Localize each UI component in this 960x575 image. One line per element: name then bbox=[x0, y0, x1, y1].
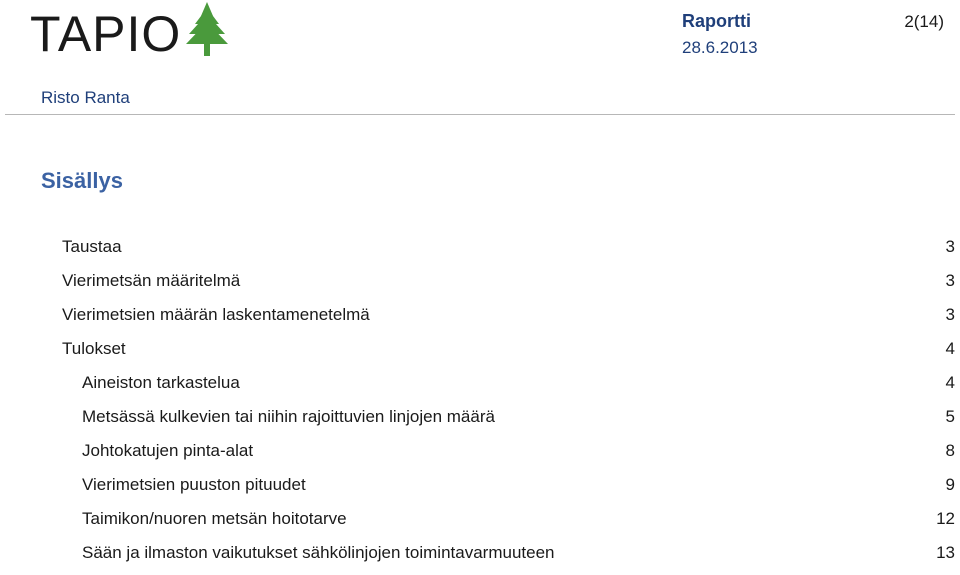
toc-entry-title[interactable]: Tulokset bbox=[62, 339, 126, 358]
toc-entry[interactable] bbox=[0, 235, 960, 269]
toc-entry-title[interactable]: Metsässä kulkevien tai niihin rajoittuvien linjojen määrä bbox=[82, 407, 495, 426]
toc-entry-page[interactable]: 3 bbox=[945, 305, 955, 324]
report-date: 28.6.2013 bbox=[682, 38, 758, 57]
toc-entry[interactable] bbox=[0, 541, 960, 575]
logo-text: TAPIO bbox=[30, 6, 182, 62]
author-name: Risto Ranta bbox=[41, 88, 130, 107]
toc-entry-title[interactable]: Vierimetsien määrän laskentamenetelmä bbox=[62, 305, 370, 324]
toc-entry-page[interactable]: 4 bbox=[945, 339, 955, 358]
toc-entry[interactable] bbox=[0, 405, 960, 439]
toc-entry[interactable] bbox=[0, 337, 960, 371]
toc-entry[interactable] bbox=[0, 303, 960, 337]
toc-entry-page[interactable]: 4 bbox=[945, 373, 955, 392]
report-type-label: Raportti bbox=[682, 11, 751, 31]
toc-entry-title[interactable]: Vierimetsien puuston pituudet bbox=[82, 475, 306, 494]
toc-entry[interactable] bbox=[0, 439, 960, 473]
toc-entry-page[interactable]: 5 bbox=[945, 407, 955, 426]
toc-entry-page[interactable]: 3 bbox=[945, 237, 955, 256]
toc-entry-title[interactable]: Aineiston tarkastelua bbox=[82, 373, 240, 392]
header-divider bbox=[5, 114, 955, 115]
toc-entry[interactable] bbox=[0, 269, 960, 303]
tree-logo-icon bbox=[186, 2, 228, 56]
toc-entry-page[interactable]: 12 bbox=[936, 509, 955, 528]
toc-entry-title[interactable]: Vierimetsän määritelmä bbox=[62, 271, 241, 290]
toc-entry-page[interactable]: 13 bbox=[936, 543, 955, 562]
toc-entry-title[interactable]: Taimikon/nuoren metsän hoitotarve bbox=[82, 509, 347, 528]
toc-entry-page[interactable]: 3 bbox=[945, 271, 955, 290]
toc-entry[interactable] bbox=[0, 473, 960, 507]
table-of-contents bbox=[0, 235, 960, 575]
toc-entry-title[interactable]: Taustaa bbox=[62, 237, 122, 256]
toc-entry-page[interactable]: 9 bbox=[945, 475, 955, 494]
toc-entry[interactable] bbox=[0, 507, 960, 541]
toc-entry-page[interactable]: 8 bbox=[945, 441, 955, 460]
toc-entry-title[interactable]: Johtokatujen pinta-alat bbox=[82, 441, 254, 460]
tapio-logo bbox=[30, 6, 181, 62]
page-number: 2(14) bbox=[904, 12, 944, 31]
toc-heading: Sisällys bbox=[41, 168, 123, 193]
toc-entry[interactable] bbox=[0, 371, 960, 405]
toc-entry-title[interactable]: Sään ja ilmaston vaikutukset sähkölinjojen toimintavarmuuteen bbox=[82, 543, 555, 562]
